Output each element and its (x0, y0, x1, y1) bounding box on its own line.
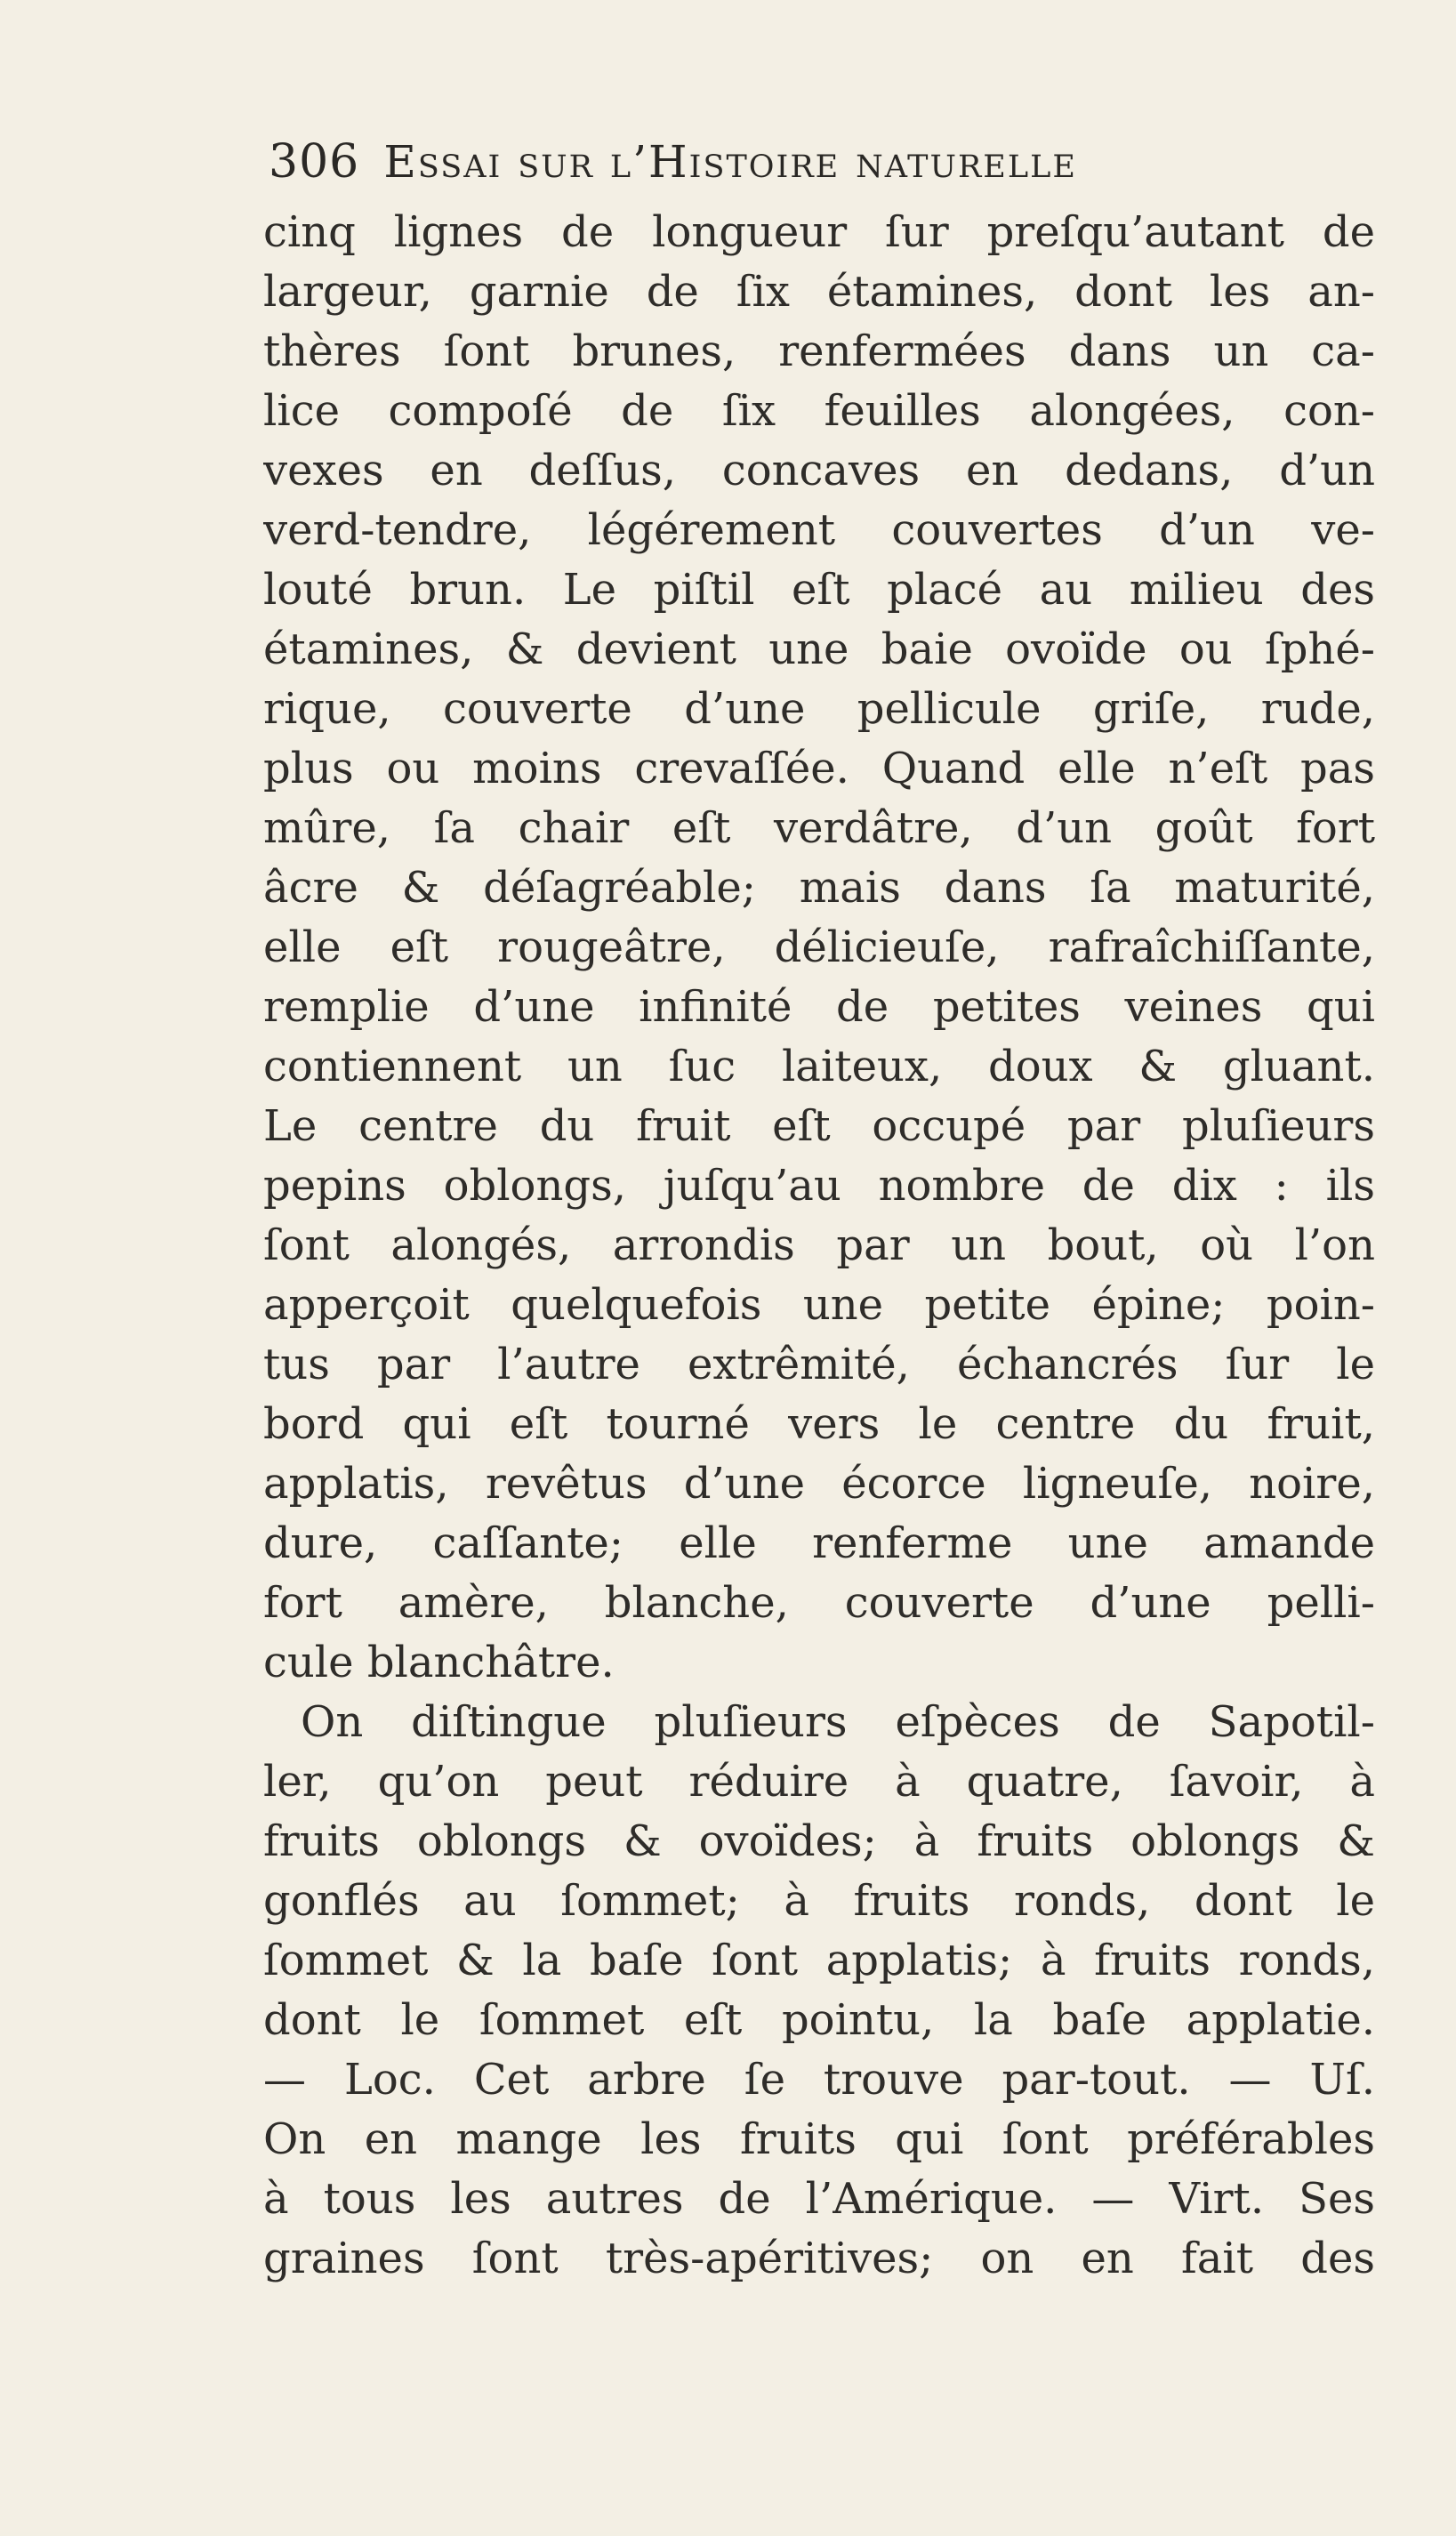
text-line: largeur, garnie de ſix étamines, dont les an- (263, 267, 1375, 317)
text-line: fort amère, blanche, couverte d’une pelli- (263, 1578, 1375, 1628)
text-line: tus par l’autre extrêmité, échancrés ſur le (263, 1340, 1375, 1389)
text-line: remplie d’une infinité de petites veines qui (263, 982, 1375, 1032)
page-number: 306 (269, 135, 360, 189)
text-line: apperçoit quelquefois une petite épine; poin- (263, 1280, 1375, 1330)
page-header (269, 135, 1372, 201)
text-line: mûre, ſa chair eſt verdâtre, d’un goût fort (263, 803, 1375, 853)
text-line: On diſtingue pluſieurs eſpèces de Sapotil- (301, 1697, 1375, 1747)
text-line: louté brun. Le piſtil eſt placé au milieu des (263, 565, 1375, 615)
text-line: gonflés au ſommet; à fruits ronds, dont le (263, 1876, 1375, 1926)
text-line: dont le ſommet eſt pointu, la baſe applatie. (263, 1995, 1375, 2045)
running-title: Essai sur l’Histoire naturelle (383, 136, 1077, 188)
text-line: verd-tendre, légérement couvertes d’un ve- (263, 505, 1375, 555)
text-line: cule blanchâtre. (263, 1638, 615, 1687)
text-line: ler, qu’on peut réduire à quatre, ſavoir, à (263, 1757, 1375, 1807)
text-line: contiennent un ſuc laiteux, doux & gluant. (263, 1042, 1375, 1091)
text-line: On en mange les fruits qui ſont préférables (263, 2114, 1375, 2164)
text-line: vexes en deſſus, concaves en dedans, d’un (263, 446, 1375, 495)
text-line: dure, caſſante; elle renferme une amande (263, 1518, 1375, 1568)
text-line: ſommet & la baſe ſont applatis; à fruits ronds, (263, 1936, 1375, 1985)
text-line: âcre & déſagréable; mais dans ſa maturité, (263, 863, 1375, 913)
text-line: lice compoſé de ſix feuilles alongées, con- (263, 386, 1375, 436)
text-line: thères ſont brunes, renfermées dans un ca- (263, 326, 1375, 376)
body-text (263, 203, 1375, 2289)
text-line: pepins oblongs, juſqu’au nombre de dix : ils (263, 1161, 1375, 1211)
text-line: fruits oblongs & ovoïdes; à fruits oblongs & (263, 1816, 1375, 1866)
text-line: étamines, & devient une baie ovoïde ou ſphé- (263, 624, 1375, 674)
text-line: applatis, revêtus d’une écorce ligneuſe, noire, (263, 1459, 1375, 1509)
text-line: rique, couverte d’une pellicule griſe, rude, (263, 684, 1375, 734)
text-line: plus ou moins crevaſſée. Quand elle n’eſt pas (263, 744, 1375, 793)
text-line: cinq lignes de longueur ſur preſqu’autant de (263, 207, 1375, 257)
text-line: graines ſont très-apéritives; on en fait des (263, 2234, 1375, 2283)
text-line: Le centre du fruit eſt occupé par pluſieurs (263, 1101, 1375, 1151)
text-line: — Loc. Cet arbre ſe trouve par-tout. — Uſ. (263, 2055, 1375, 2105)
text-line: elle eſt rougeâtre, délicieuſe, rafraîchiſſante, (263, 922, 1375, 972)
text-line: ſont alongés, arrondis par un bout, où l’on (263, 1220, 1375, 1270)
text-line: à tous les autres de l’Amérique. — Virt. Ses (263, 2174, 1375, 2224)
text-line: bord qui eſt tourné vers le centre du fruit, (263, 1399, 1375, 1449)
